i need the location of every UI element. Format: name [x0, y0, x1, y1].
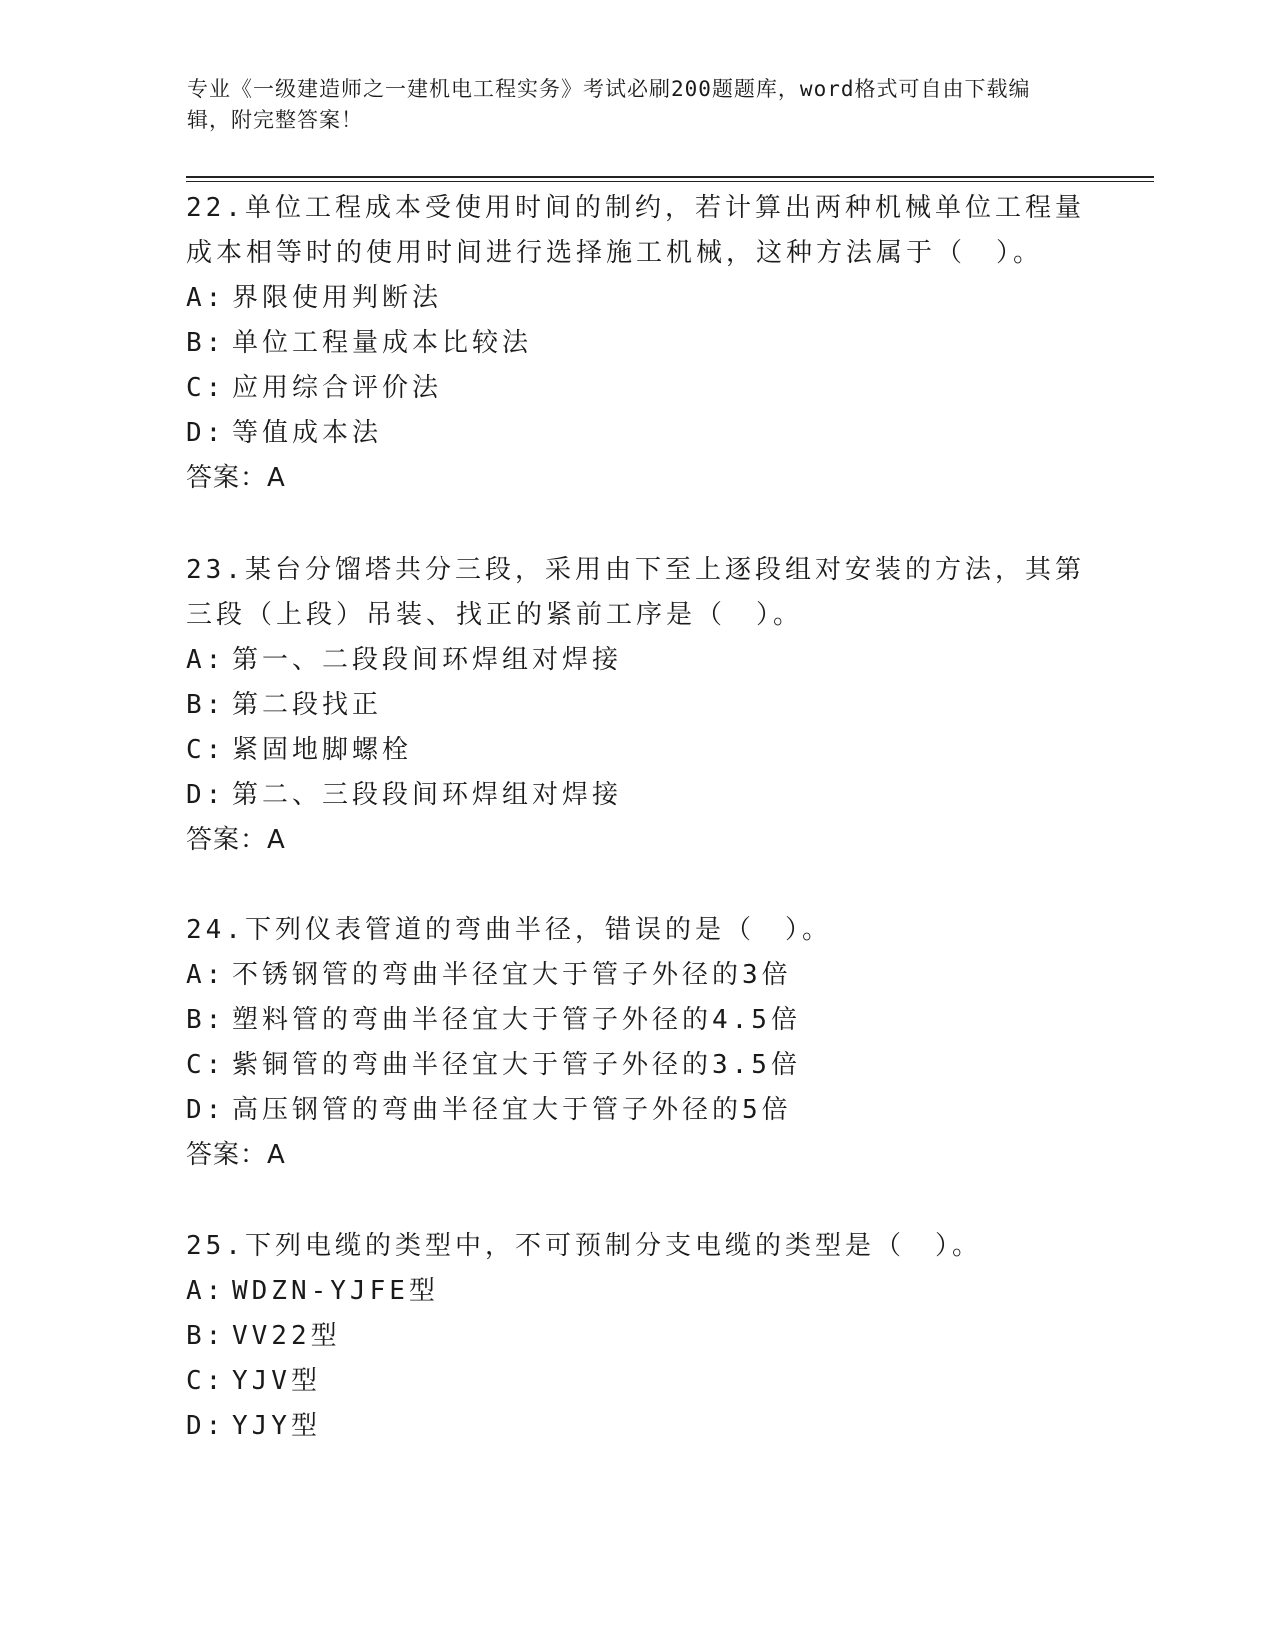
option-c — [186, 1043, 1086, 1088]
option-text: 不锈钢管的弯曲半径宜大于管子外径的3倍 — [232, 960, 792, 990]
option-d — [186, 773, 1086, 818]
option-c — [186, 366, 1086, 411]
option-text: 第二、三段段间环焊组对焊接 — [232, 780, 623, 810]
option-d — [186, 1404, 1086, 1449]
question-24 — [186, 908, 1086, 1178]
question-23 — [186, 548, 1086, 863]
option-letter: D: — [186, 418, 226, 448]
option-letter: C: — [186, 1050, 226, 1080]
option-c — [186, 728, 1086, 773]
answer-line: 答案：A — [186, 825, 286, 855]
option-text: 第一、二段段间环焊组对焊接 — [232, 645, 623, 675]
option-a — [186, 276, 1086, 321]
question-stem: 24.下列仪表管道的弯曲半径，错误的是（ ）。 — [186, 915, 832, 945]
option-text: 应用综合评价法 — [232, 373, 443, 403]
option-text: 第二段找正 — [232, 690, 383, 720]
option-letter: B: — [186, 1321, 226, 1351]
option-text: WDZN-YJFE型 — [232, 1276, 439, 1306]
answer-line: 答案：A — [186, 1140, 286, 1170]
option-letter: D: — [186, 1411, 226, 1441]
option-letter: D: — [186, 1095, 226, 1125]
question-stem: 23.某台分馏塔共分三段，采用由下至上逐段组对安装的方法，其第三段（上段）吊装、找正的紧前工序是（ ）。 — [186, 555, 1085, 630]
option-letter: C: — [186, 373, 226, 403]
option-a — [186, 638, 1086, 683]
option-letter: B: — [186, 328, 226, 358]
option-letter: A: — [186, 960, 226, 990]
option-text: 单位工程量成本比较法 — [232, 328, 533, 358]
option-letter: C: — [186, 735, 226, 765]
option-b — [186, 683, 1086, 728]
option-text: YJY型 — [232, 1411, 321, 1441]
option-letter: A: — [186, 645, 226, 675]
option-letter: C: — [186, 1366, 226, 1396]
option-letter: B: — [186, 690, 226, 720]
option-a — [186, 1269, 1086, 1314]
option-text: 界限使用判断法 — [232, 283, 443, 313]
question-stem: 22.单位工程成本受使用时间的制约，若计算出两种机械单位工程量成本相等时的使用时间进行选择施工机械，这种方法属于（ ）。 — [186, 193, 1085, 268]
question-22 — [186, 186, 1086, 501]
header-divider — [186, 176, 1154, 182]
option-text: VV22型 — [232, 1321, 341, 1351]
option-a — [186, 953, 1086, 998]
option-c — [186, 1359, 1086, 1404]
option-b — [186, 1314, 1086, 1359]
option-text: 紧固地脚螺栓 — [232, 735, 413, 765]
option-b — [186, 998, 1086, 1043]
option-text: 等值成本法 — [232, 418, 383, 448]
option-b — [186, 321, 1086, 366]
option-d — [186, 411, 1086, 456]
question-stem: 25.下列电缆的类型中，不可预制分支电缆的类型是（ ）。 — [186, 1231, 982, 1261]
option-letter: B: — [186, 1005, 226, 1035]
option-text: YJV型 — [232, 1366, 321, 1396]
option-text: 塑料管的弯曲半径宜大于管子外径的4.5倍 — [232, 1005, 801, 1035]
option-text: 紫铜管的弯曲半径宜大于管子外径的3.5倍 — [232, 1050, 801, 1080]
question-25 — [186, 1224, 1086, 1449]
option-letter: D: — [186, 780, 226, 810]
header-text: 专业《一级建造师之一建机电工程实务》考试必刷200题题库，word格式可自由下载编辑，附完整答案！ — [187, 77, 1031, 132]
option-d — [186, 1088, 1086, 1133]
option-letter: A: — [186, 1276, 226, 1306]
answer-line: 答案：A — [186, 463, 286, 493]
document-header — [187, 74, 1067, 136]
option-text: 高压钢管的弯曲半径宜大于管子外径的5倍 — [232, 1095, 792, 1125]
option-letter: A: — [186, 283, 226, 313]
